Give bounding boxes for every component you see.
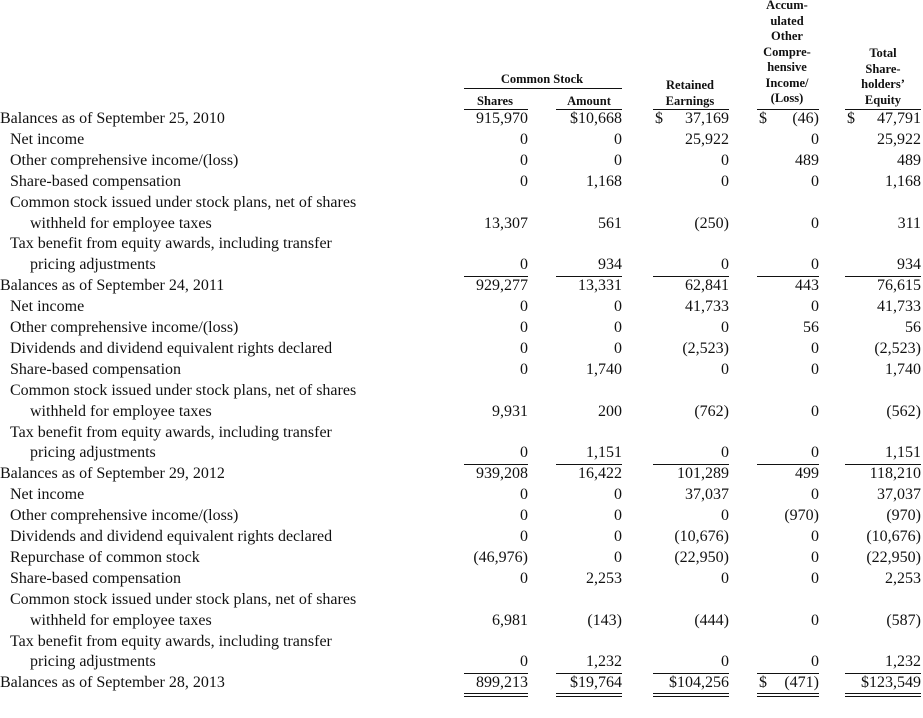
- cell-aoci: 0: [811, 360, 819, 378]
- cell-total: 311: [897, 214, 921, 232]
- cell-retained: 0: [721, 444, 729, 462]
- cell-aoci: (46): [792, 110, 819, 127]
- total-double-rule: [845, 693, 921, 697]
- cell-shares: 0: [520, 507, 528, 525]
- cell-retained: 0: [721, 360, 729, 378]
- cell-aoci: 499: [795, 465, 819, 483]
- cell-total: $123,549: [861, 674, 921, 692]
- cell-shares: 0: [520, 653, 528, 671]
- row-label: Balances as of September 25, 2010: [0, 110, 225, 127]
- cell-shares: 0: [520, 319, 528, 336]
- cell-total: 25,922: [877, 130, 921, 148]
- cell-total: 2,253: [885, 569, 921, 587]
- row-label: Other comprehensive income/(loss): [10, 319, 239, 336]
- cell-amount: 934: [598, 256, 622, 274]
- cell-shares: 9,931: [492, 402, 528, 420]
- total-double-rule: [653, 693, 729, 697]
- cell-aoci: 0: [811, 444, 819, 462]
- cell-retained: (444): [694, 611, 729, 629]
- cell-shares: 0: [520, 172, 528, 190]
- cell-amount: $10,668: [570, 110, 622, 127]
- row-label: Balances as of September 28, 2013: [0, 674, 225, 692]
- header-common-stock-rule: [464, 88, 622, 89]
- cell-shares: 6,981: [492, 611, 528, 629]
- dollar-sign: $: [655, 110, 663, 127]
- row-label: Dividends and dividend equivalent rights declared: [10, 339, 333, 357]
- header-common-stock: Common Stock: [500, 72, 584, 86]
- cell-retained: 0: [721, 507, 729, 525]
- cell-amount: 1,740: [586, 360, 622, 378]
- cell-aoci: 0: [811, 486, 819, 504]
- cell-retained: 0: [721, 256, 729, 274]
- cell-shares: 0: [520, 486, 528, 504]
- cell-retained: $104,256: [669, 674, 729, 692]
- cell-shares: 915,970: [476, 110, 528, 127]
- cell-retained: 0: [721, 319, 729, 336]
- cell-shares: 0: [520, 256, 528, 274]
- cell-shares: 0: [520, 130, 528, 148]
- cell-amount: 0: [614, 151, 622, 169]
- row-label-continued: withheld for employee taxes: [30, 402, 212, 420]
- cell-amount: 13,331: [578, 277, 622, 295]
- row-label-continued: withheld for employee taxes: [30, 214, 212, 232]
- row-label: Common stock issued under stock plans, net of shares: [10, 590, 357, 608]
- cell-amount: 0: [614, 130, 622, 148]
- row-label: Repurchase of common stock: [10, 548, 200, 566]
- cell-amount: 1,232: [586, 653, 622, 671]
- cell-aoci: (970): [784, 507, 819, 525]
- row-label: Dividends and dividend equivalent rights declared: [10, 528, 333, 545]
- cell-aoci: 0: [811, 298, 819, 316]
- cell-retained: 0: [721, 653, 729, 671]
- cell-total: (2,523): [874, 339, 921, 357]
- header-total-equity: Total Share- holders’ Equity: [861, 46, 905, 107]
- cell-total: 41,733: [877, 298, 921, 316]
- header-shares: Shares: [477, 94, 513, 108]
- cell-aoci: (471): [784, 674, 819, 692]
- cell-retained: 101,289: [677, 465, 729, 483]
- cell-amount: 0: [614, 486, 622, 504]
- cell-amount: 0: [614, 298, 622, 316]
- row-label: Common stock issued under stock plans, net of shares: [10, 381, 357, 399]
- cell-amount: 561: [598, 214, 622, 232]
- row-label-continued: withheld for employee taxes: [30, 611, 212, 629]
- cell-aoci: 0: [811, 402, 819, 420]
- cell-aoci: 0: [811, 653, 819, 671]
- cell-aoci: 56: [803, 319, 819, 336]
- cell-total: (587): [886, 611, 921, 629]
- row-label: Share-based compensation: [10, 172, 182, 190]
- total-double-rule: [464, 693, 528, 697]
- cell-total: 934: [897, 256, 921, 274]
- row-label: Tax benefit from equity awards, including transfer: [10, 235, 332, 253]
- cell-aoci: 0: [811, 548, 819, 566]
- cell-total: 118,210: [869, 465, 921, 483]
- cell-amount: $19,764: [570, 674, 622, 692]
- row-label: Net income: [10, 298, 85, 316]
- cell-aoci: 443: [795, 277, 819, 295]
- cell-shares: 899,213: [476, 674, 528, 692]
- row-label-continued: pricing adjustments: [30, 444, 156, 462]
- cell-shares: 0: [520, 151, 528, 169]
- cell-aoci: 0: [811, 172, 819, 190]
- cell-amount: 0: [614, 528, 622, 545]
- dollar-sign: $: [759, 110, 767, 127]
- cell-amount: 0: [614, 339, 622, 357]
- cell-aoci: 0: [811, 611, 819, 629]
- row-label: Net income: [10, 486, 85, 504]
- cell-total: 37,037: [877, 486, 921, 504]
- row-label: Other comprehensive income/(loss): [10, 151, 239, 169]
- row-label: Other comprehensive income/(loss): [10, 507, 239, 525]
- cell-amount: 2,253: [586, 569, 622, 587]
- row-label-continued: pricing adjustments: [30, 653, 156, 671]
- header-aoci: Accum- ulated Other Compre- hensive Income/ (Loss): [763, 0, 811, 105]
- cell-aoci: 0: [811, 339, 819, 357]
- cell-total: (22,950): [866, 548, 921, 566]
- cell-shares: 0: [520, 528, 528, 545]
- cell-retained: (22,950): [674, 548, 729, 566]
- cell-retained: 41,733: [685, 298, 729, 316]
- header-amount: Amount: [567, 94, 611, 108]
- cell-shares: 0: [520, 569, 528, 587]
- cell-total: 1,232: [885, 653, 921, 671]
- cell-amount: 16,422: [578, 465, 622, 483]
- cell-amount: 200: [598, 402, 622, 420]
- cell-aoci: 0: [811, 528, 819, 545]
- cell-retained: 37,037: [685, 486, 729, 504]
- cell-amount: 1,151: [586, 444, 622, 462]
- total-double-rule: [757, 693, 819, 697]
- row-label: Balances as of September 24, 2011: [0, 277, 225, 295]
- cell-shares: 0: [520, 339, 528, 357]
- cell-total: 56: [905, 319, 921, 336]
- cell-retained: (250): [694, 214, 729, 232]
- cell-aoci: 0: [811, 256, 819, 274]
- cell-retained: (2,523): [682, 339, 729, 357]
- cell-retained: (10,676): [674, 528, 729, 545]
- cell-total: (562): [886, 402, 921, 420]
- row-label: Tax benefit from equity awards, including transfer: [10, 423, 332, 441]
- cell-total: 489: [897, 151, 921, 169]
- cell-retained: 0: [721, 151, 729, 169]
- cell-retained: 25,922: [685, 130, 729, 148]
- cell-aoci: 0: [811, 130, 819, 148]
- row-label: Net income: [10, 130, 85, 148]
- cell-aoci: 489: [795, 151, 819, 169]
- row-label: Share-based compensation: [10, 360, 182, 378]
- cell-total: (970): [886, 507, 921, 525]
- cell-total: 1,168: [885, 172, 921, 190]
- cell-amount: 0: [614, 548, 622, 566]
- cell-retained: 62,841: [685, 277, 729, 295]
- row-label-continued: pricing adjustments: [30, 256, 156, 274]
- cell-total: 1,151: [885, 444, 921, 462]
- cell-amount: (143): [587, 611, 622, 629]
- row-label: Balances as of September 29, 2012: [0, 465, 225, 483]
- header-retained-earnings: Retained Earnings: [665, 78, 715, 108]
- cell-amount: 1,168: [586, 172, 622, 190]
- row-label: Common stock issued under stock plans, net of shares: [10, 193, 357, 211]
- cell-shares: 929,277: [476, 277, 528, 295]
- cell-retained: 0: [721, 569, 729, 587]
- dollar-sign: $: [847, 110, 855, 127]
- cell-shares: 0: [520, 360, 528, 378]
- cell-total: (10,676): [866, 528, 921, 545]
- row-label: Tax benefit from equity awards, including transfer: [10, 632, 332, 650]
- dollar-sign: $: [759, 674, 767, 692]
- cell-aoci: 0: [811, 214, 819, 232]
- cell-retained: (762): [694, 402, 729, 420]
- cell-amount: 0: [614, 507, 622, 525]
- cell-shares: 13,307: [484, 214, 528, 232]
- cell-aoci: 0: [811, 569, 819, 587]
- cell-shares: 0: [520, 444, 528, 462]
- cell-retained: 0: [721, 172, 729, 190]
- cell-shares: 0: [520, 298, 528, 316]
- cell-total: 76,615: [877, 277, 921, 295]
- row-label: Share-based compensation: [10, 569, 182, 587]
- cell-total: 1,740: [885, 360, 921, 378]
- cell-shares: 939,208: [476, 465, 528, 483]
- cell-retained: 37,169: [685, 110, 729, 127]
- cell-total: 47,791: [877, 110, 921, 127]
- total-double-rule: [556, 693, 622, 697]
- cell-amount: 0: [614, 319, 622, 336]
- cell-shares: (46,976): [473, 548, 528, 566]
